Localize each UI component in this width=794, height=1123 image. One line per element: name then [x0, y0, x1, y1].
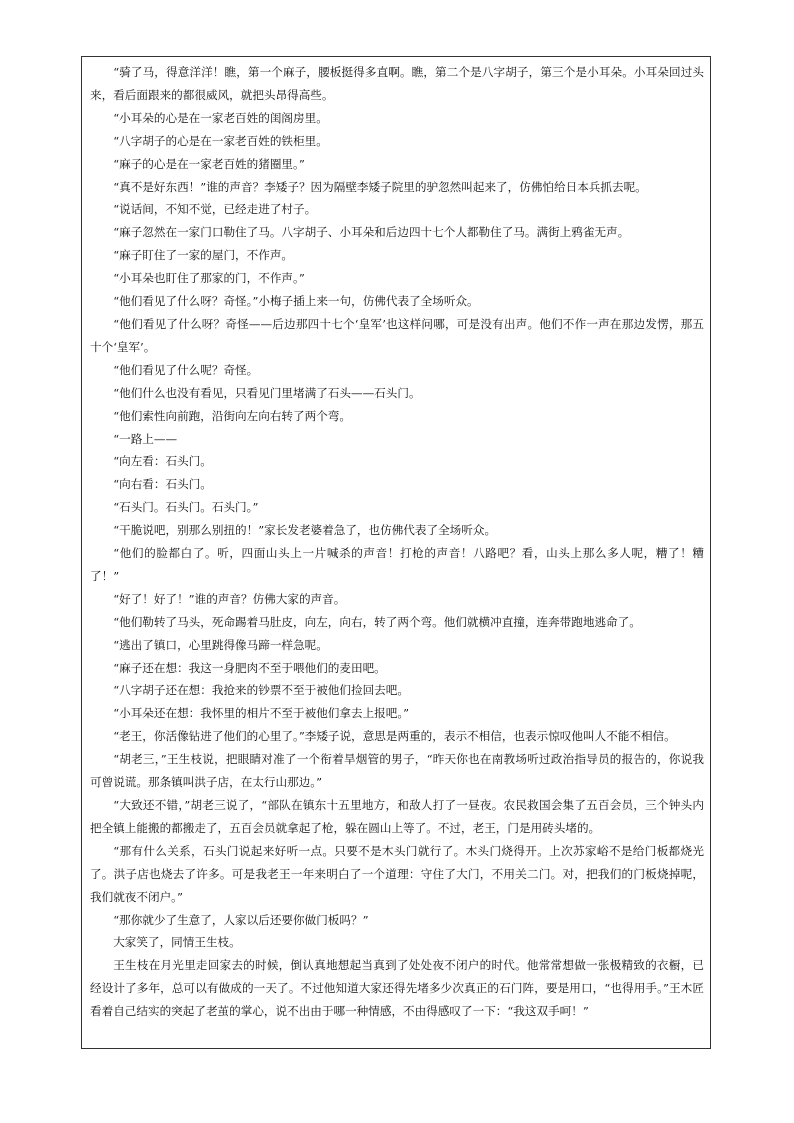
paragraph: “向右看：石头门。	[113, 477, 212, 492]
paragraph: “干脆说吧，别那么别扭的！”家长发老婆着急了，也仿佛代表了全场听众。	[113, 523, 497, 538]
paragraph: “他们的脸都白了。听，四面山头上一片喊杀的声音！打枪的声音！八路吧？看，山头上那么多人呢，糟了！糟了！”	[90, 546, 704, 583]
paragraph: “麻子盯住了一家的屋门，不作声。	[113, 248, 294, 263]
paragraph: 大家笑了，同情王生枝。	[113, 935, 241, 950]
paragraph: 王生枝在月光里走回家去的时候，倒认真地想起当真到了处处夜不闭户的时代。他常常想做一张极精致的衣橱，已经设计了多年，总可以有做成的一天了。不过他知道大家还得先堵多少次真正的石门阵，要是用口，“也得用手。”王木匠看着自己结实的突起了老茧的掌心，说不出由于哪一种情感，不由得感叹了一下：“我这双手呵！”	[90, 958, 704, 1019]
paragraph: “逃出了镇口，心里跳得像马蹄一样急呢。	[113, 637, 328, 652]
paragraph: “石头门。石头门。石头门。”	[113, 500, 259, 515]
paragraph: “好了！好了！”谁的声音？仿佛大家的声音。	[113, 591, 346, 606]
paragraph: “小耳朵的心是在一家老百姓的闺阁房里。	[113, 110, 328, 125]
paragraph: “胡老三，”王生枝说，把眼睛对准了一个衔着旱烟管的男子，“昨天你也在南教场听过政治指导员的报告的，你说我可曾说谎。那条镇叫洪子店，在太行山那边。”	[90, 752, 704, 790]
paragraph: “向左看：石头门。	[113, 454, 212, 469]
paragraph: “他们索性向前跑，沿街向左向右转了两个弯。	[113, 408, 351, 423]
paragraph: “麻子忽然在一家门口勒住了马。八字胡子、小耳朵和后边四十七个人都勒住了马。满街上鸦雀无声。	[113, 225, 630, 240]
paragraph: “他们看见了什么呀？奇怪。”小梅子插上来一句，仿佛代表了全场听众。	[113, 294, 479, 309]
paragraph: “八字胡子还在想：我抢来的钞票不至于被他们捡回去吧。	[113, 683, 409, 698]
paragraph: “那有什么关系，石头门说起来好听一点。只要不是木头门就行了。木头门烧得开。上次苏家峪不是给门板都烧光了。洪子店也烧去了许多。可是我老王一年来明白了一个道理：守住了大门，不用关二门。对，把我们的门板烧掉呢，我们就夜不闭户。”	[90, 843, 704, 904]
paragraph: “小耳朵也盯住了那家的门，不作声。”	[113, 271, 305, 286]
paragraph: “他们勒转了马头，死命踢着马肚皮，向左，向右，转了两个弯。他们就横冲直撞，连奔带跑地逃命了。	[113, 614, 641, 629]
paragraph: “麻子的心是在一家老百姓的猪圈里。”	[113, 156, 305, 171]
paragraph: “他们什么也没有看见，只看见门里堵满了石头——石头门。	[113, 385, 421, 400]
paragraph: “小耳朵还在想：我怀里的相片不至于被他们拿去上报吧。”	[113, 706, 410, 721]
paragraph: “那你就少了生意了，人家以后还要你做门板吗？”	[113, 912, 369, 927]
paragraph: “一路上——	[113, 431, 178, 446]
paragraph: “老王，你活像钻进了他们的心里了。”李矮子说，意思是两重的，表示不相信，也表示惊叹他叫人不能不相信。	[113, 729, 676, 744]
paragraph: “真不是好东西！”谁的声音？李矮子？因为隔壁李矮子院里的驴忽然叫起来了，仿佛怕给日本兵抓去呢。	[113, 179, 647, 194]
paragraph: “骑了马，得意洋洋！瞧，第一个麻子，腰板挺得多直啊。瞧，第二个是八字胡子，第三个是小耳朵。小耳朵回过头来，看后面跟来的都很威风，就把头昂得高些。	[90, 65, 704, 102]
paragraph: “大致还不错，”胡老三说了，“部队在镇东十五里地方，和敌人打了一昼夜。农民救国会集了五百会员，三个钟头内把全镇上能搬的都搬走了，五百会员就拿起了枪，躲在圆山上等了。不过，老王，门是用砖头堵的。	[90, 798, 704, 835]
paragraph: “八字胡子的心是在一家老百姓的铁柜里。	[113, 133, 328, 148]
article-body	[90, 61, 704, 1023]
paragraph: “麻子还在想：我这一身肥肉不至于喂他们的麦田吧。	[113, 660, 386, 675]
paragraph: “他们看见了什么呀？奇怪——后边那四十七个‘皇军’也这样问哪，可是没有出声。他们不作一声在那边发愣，那五十个‘皇军’。	[90, 316, 704, 354]
paragraph: “说话间，不知不觉，已经走进了村子。	[113, 202, 317, 217]
paragraph: “他们看见了什么呢？奇怪。	[113, 362, 259, 377]
